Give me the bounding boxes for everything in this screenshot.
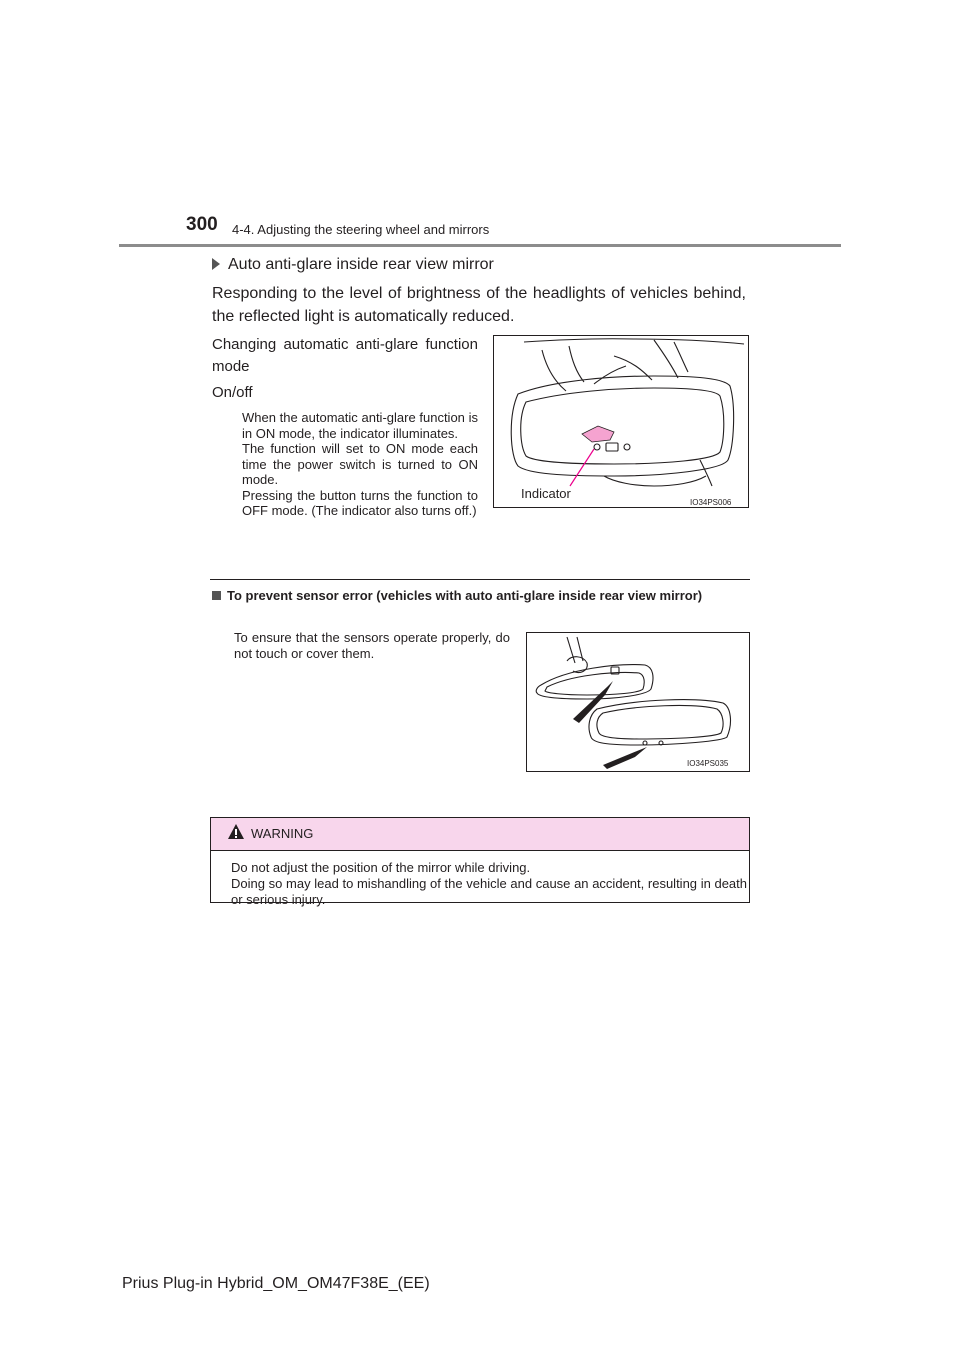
figure-code: IO34PS006 <box>690 498 732 507</box>
mode-description <box>212 334 478 519</box>
note-heading-text: To prevent sensor error (vehicles with auto anti-glare inside rear view mirror) <box>227 588 703 603</box>
section-divider <box>210 579 750 580</box>
warning-line: Doing so may lead to mishandling of the vehicle and cause an accident, resulting in death or serious injury. <box>231 876 747 907</box>
section-title: 4-4. Adjusting the steering wheel and mirrors <box>232 222 490 237</box>
header-rule <box>119 244 841 247</box>
subheading-text: Auto anti-glare inside rear view mirror <box>228 256 494 273</box>
mode-details <box>212 410 478 519</box>
square-bullet-icon <box>212 591 221 600</box>
detail-line: The function will set to ON mode each time the power switch is turned to ON mode. <box>242 441 478 487</box>
footer-document-id: Prius Plug-in Hybrid_OM_OM47F38E_(EE) <box>122 1275 430 1292</box>
detail-line: When the automatic anti-glare function is in ON mode, the indicator illuminates. <box>242 410 478 441</box>
indicator-callout-label: Indicator <box>521 486 571 501</box>
warning-box <box>210 817 750 907</box>
note-heading <box>212 588 750 604</box>
mode-label: Changing automatic anti-glare function mode <box>212 336 478 375</box>
figure-code: IO34PS035 <box>687 759 729 768</box>
warning-header <box>211 818 749 851</box>
mirror-indicator-figure <box>493 335 749 508</box>
triangle-bullet-icon <box>212 258 220 270</box>
page-number: 300 <box>186 214 218 235</box>
note-body: To ensure that the sensors operate properly, do not touch or cover them. <box>234 630 510 661</box>
sensor-location-figure <box>526 632 750 772</box>
detail-line: Pressing the button turns the function to OFF mode. (The indicator also turns off.) <box>242 487 478 518</box>
warning-text <box>231 860 747 908</box>
on-off-label: On/off <box>212 384 253 401</box>
warning-line: Do not adjust the position of the mirror while driving. <box>231 860 531 875</box>
warning-triangle-icon <box>227 823 245 841</box>
subheading <box>212 256 494 274</box>
warning-title: WARNING <box>251 826 314 841</box>
intro-paragraph: Responding to the level of brightness of the headlights of vehicles behind, the reflected light is automatically reduced. <box>212 285 746 325</box>
mirror-illustration <box>494 336 748 507</box>
sensor-illustration <box>527 633 749 771</box>
